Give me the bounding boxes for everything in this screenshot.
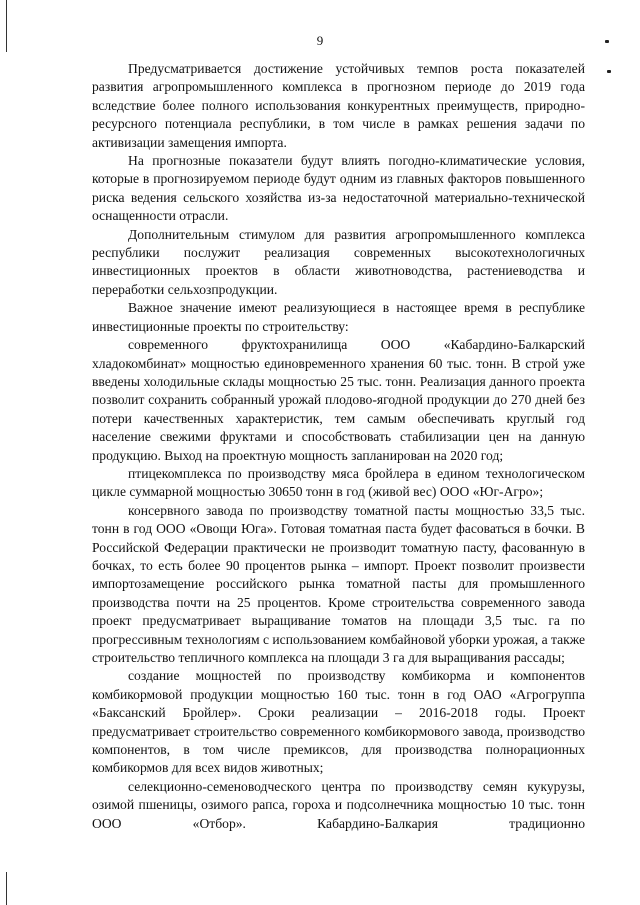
- paragraph-poultry-project: птицекомплекса по производству мяса бройлера в едином технологическом цикле суммарной мощностью 30650 тонн в год (живой вес) ООО «Юг-Агро»;: [92, 465, 585, 500]
- page-number: 9: [316, 33, 324, 48]
- paragraph-feed-mill-project: создание мощностей по производству комбикорма и компонентов комбикормовой продукции мощностью 160 тыс. тонн в год ОАО «Агрогруппа «Баксанский Бройлер». Сроки реализации – 2016-2018 годы. Проект предусматривает строительство современного комбикормового завода, производство компонентов, в том числе премиксов, для производства полнорационных комбикормов для всех видов животных;: [92, 668, 585, 776]
- paragraph-growth-forecast: Предусматривается достижение устойчивых темпов роста показателей развития агропромышленного комплекса в прогнозном периоде до 2019 года вследствие более полного использования конкурентных преимуществ, природно-ресурсного потенциала республики, в том числе в рамках решения задачи по активизации замещения импорта.: [92, 61, 585, 150]
- paragraph-fruit-storage-project: современного фруктохранилища ООО «Кабардино-Балкарский хладокомбинат» мощностью единовременного хранения 60 тыс. тонн. В строй уже введены холодильные склады мощностью 25 тыс. тонн. Реализация данного проекта позволит сохранить собранный урожай плодово-ягодной продукции до 270 дней без потери качественных характеристик, тем самым обеспечивать круглый год население свежими фруктами и способствовать стабилизации цен на данную продукцию. Выход на проектную мощность запланирован на 2020 год;: [92, 337, 585, 463]
- scan-edge-bottom-left: [6, 872, 7, 905]
- document-body: [92, 60, 585, 833]
- paragraph-climate-factors: На прогнозные показатели будут влиять погодно-климатические условия, которые в прогнозируемом периоде будут одним из главных факторов повышенного риска ведения сельского хозяйства из-за недостаточной материально-технической оснащенности отрасли.: [92, 153, 585, 224]
- paragraph-seed-center-project: селекционно-семеноводческого центра по производству семян кукурузы, озимой пшеницы, озимого рапса, гороха и подсолнечника мощностью 10 тыс. тонн ООО «Отбор». Кабардино-Балкария традиционно: [92, 778, 585, 831]
- paragraph-tomato-paste-project: консервного завода по производству томатной пасты мощностью 33,5 тыс. тонн в год ООО «Овощи Юга». Готовая томатная паста будет фасоваться в бочки. В Российской Федерации практически не производит томатную пасту, фасованную в бочках, то есть более 90 процентов рынка – импорт. Проект позволит произвести импортозамещение российского рынка томатной пасты для промышленного производства почти на 25 процентов. Кроме строительства современного завода проект предусматривает выращивание томатов на площади 3,5 тыс. га по прогрессивным технологиям с использованием комбайновой уборки урожая, а также строительство тепличного комплекса на площади 3 га для выращивания рассады;: [92, 502, 586, 665]
- paragraph-projects-intro: Важное значение имеют реализующиеся в настоящее время в республике инвестиционные проекты по строительству:: [92, 300, 585, 334]
- paragraph-investment-stimulus: Дополнительным стимулом для развития агропромышленного комплекса республики послужит реализация современных высокотехнологичных инвестиционных проектов в области животноводства, растениеводства и переработки сельхозпродукции.: [92, 226, 585, 297]
- scan-speck: [607, 70, 611, 73]
